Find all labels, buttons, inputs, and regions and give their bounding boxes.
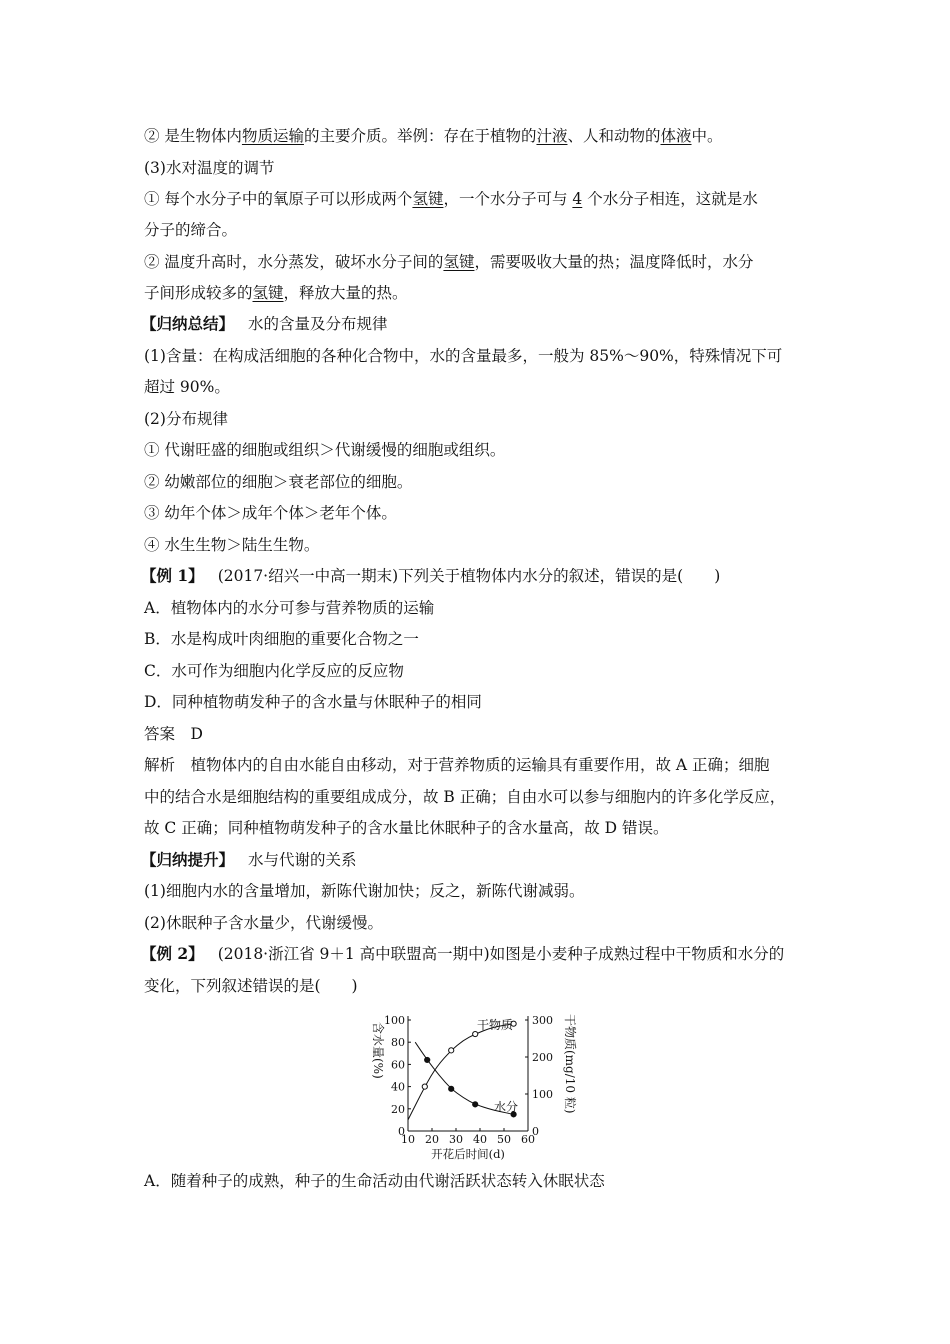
- data-point: [473, 1102, 478, 1107]
- text-line: ② 是生物体内物质运输的主要介质。举例：存在于植物的汁液、人和动物的体液中。: [144, 127, 723, 145]
- blank-answer: 氢键: [252, 284, 284, 302]
- right-tick-label: 0: [532, 1125, 539, 1138]
- data-point: [473, 1031, 478, 1036]
- summary-heading: 【归纳提升】 水与代谢的关系: [141, 850, 357, 869]
- option-b: B．水是构成叶肉细胞的重要化合物之一: [144, 630, 419, 648]
- text-line: ② 幼嫩部位的细胞＞衰老部位的细胞。: [144, 473, 413, 491]
- x-tick-label: 20: [425, 1133, 439, 1146]
- dual-axis-line-chart: [360, 1010, 590, 1170]
- explanation-line: 故 C 正确；同种植物萌发种子的含水量比休眠种子的含水量高，故 D 错误。: [144, 819, 669, 837]
- x-tick-label: 40: [473, 1133, 487, 1146]
- text-line: ② 温度升高时，水分蒸发，破坏水分子间的氢键，需要吸收大量的热；温度降低时，水分: [144, 253, 754, 271]
- blank-answer: 氢键: [443, 253, 475, 271]
- answer-line: 答案 D: [144, 725, 203, 743]
- text-line: (2)休眠种子含水量少，代谢缓慢。: [144, 914, 383, 932]
- left-tick-label: 0: [398, 1125, 405, 1138]
- left-axis-label: 含水量(%): [371, 1022, 385, 1079]
- text-line: (1)含量：在构成活细胞的各种化合物中，水的含量最多，一般为 85%～90%，特殊情况下可: [144, 347, 783, 365]
- text-line: 分子的缔合。: [144, 221, 238, 239]
- example-2-question: 【例 2】 (2018·浙江省 9＋1 高中联盟高一期中)如图是小麦种子成熟过程中干物质和水分的: [141, 944, 785, 963]
- blank-answer: 汁液: [536, 127, 568, 145]
- text-line: 变化，下列叙述错误的是( ): [144, 977, 358, 995]
- data-point: [422, 1084, 427, 1089]
- left-tick-label: 20: [391, 1102, 405, 1116]
- text-line: ① 每个水分子中的氧原子可以形成两个氢键，一个水分子可与 4 个水分子相连，这就是水: [144, 190, 758, 208]
- right-tick-label: 100: [532, 1088, 553, 1101]
- blank-answer: 4: [572, 190, 583, 208]
- explanation-line: 中的结合水是细胞结构的重要组成成分，故 B 正确；自由水可以参与细胞内的许多化学反应，: [144, 788, 786, 806]
- left-tick-label: 80: [391, 1036, 405, 1050]
- x-tick-label: 30: [449, 1133, 463, 1146]
- explanation-line: 解析 植物体内的自由水能自由移动，对于营养物质的运输具有重要作用，故 A 正确；细胞: [144, 756, 770, 774]
- option-a: A．随着种子的成熟，种子的生命活动由代谢活跃状态转入休眠状态: [144, 1172, 605, 1190]
- blank-answer: 体液: [660, 127, 692, 145]
- left-tick-label: 60: [391, 1058, 405, 1072]
- series-label-dry-matter: 干物质: [476, 1018, 514, 1032]
- data-point: [449, 1086, 454, 1091]
- text-line: 子间形成较多的氢键，释放大量的热。: [144, 284, 408, 302]
- summary-heading: 【归纳总结】 水的含量及分布规律: [141, 314, 388, 333]
- series-label-water: 水分: [493, 1100, 519, 1114]
- blank-answer: 物质运输: [241, 127, 304, 145]
- right-tick-label: 300: [532, 1014, 553, 1027]
- left-tick-label: 40: [391, 1080, 405, 1094]
- data-point: [425, 1057, 430, 1062]
- x-tick-label: 50: [497, 1133, 511, 1146]
- text-line: (1)细胞内水的含量增加，新陈代谢加快；反之，新陈代谢减弱。: [144, 882, 585, 900]
- section-heading: (3)水对温度的调节: [144, 159, 275, 177]
- left-tick-label: 100: [384, 1014, 405, 1027]
- text-line: (2)分布规律: [144, 410, 228, 428]
- option-d: D．同种植物萌发种子的含水量与休眠种子的相同: [144, 693, 482, 711]
- x-axis-label: 开花后时间(d): [431, 1147, 505, 1161]
- example-1-question: 【例 1】 (2017·绍兴一中高一期末)下列关于植物体内水分的叙述，错误的是( ): [141, 566, 721, 585]
- right-tick-label: 200: [532, 1051, 553, 1064]
- text-line: 超过 90%。: [144, 378, 230, 396]
- option-c: C．水可作为细胞内化学反应的反应物: [144, 662, 404, 680]
- text-line: ① 代谢旺盛的细胞或组织＞代谢缓慢的细胞或组织。: [144, 441, 506, 459]
- blank-answer: 氢键: [412, 190, 444, 208]
- x-tick-label: 60: [521, 1133, 535, 1146]
- text-line: ③ 幼年个体＞成年个体＞老年个体。: [144, 504, 397, 522]
- right-axis-label: 干物质(mg/10 粒): [563, 1014, 577, 1114]
- text-line: ④ 水生生物＞陆生生物。: [144, 536, 320, 554]
- data-point: [449, 1048, 454, 1053]
- option-a: A．植物体内的水分可参与营养物质的运输: [144, 599, 435, 617]
- x-tick-label: 10: [401, 1133, 415, 1146]
